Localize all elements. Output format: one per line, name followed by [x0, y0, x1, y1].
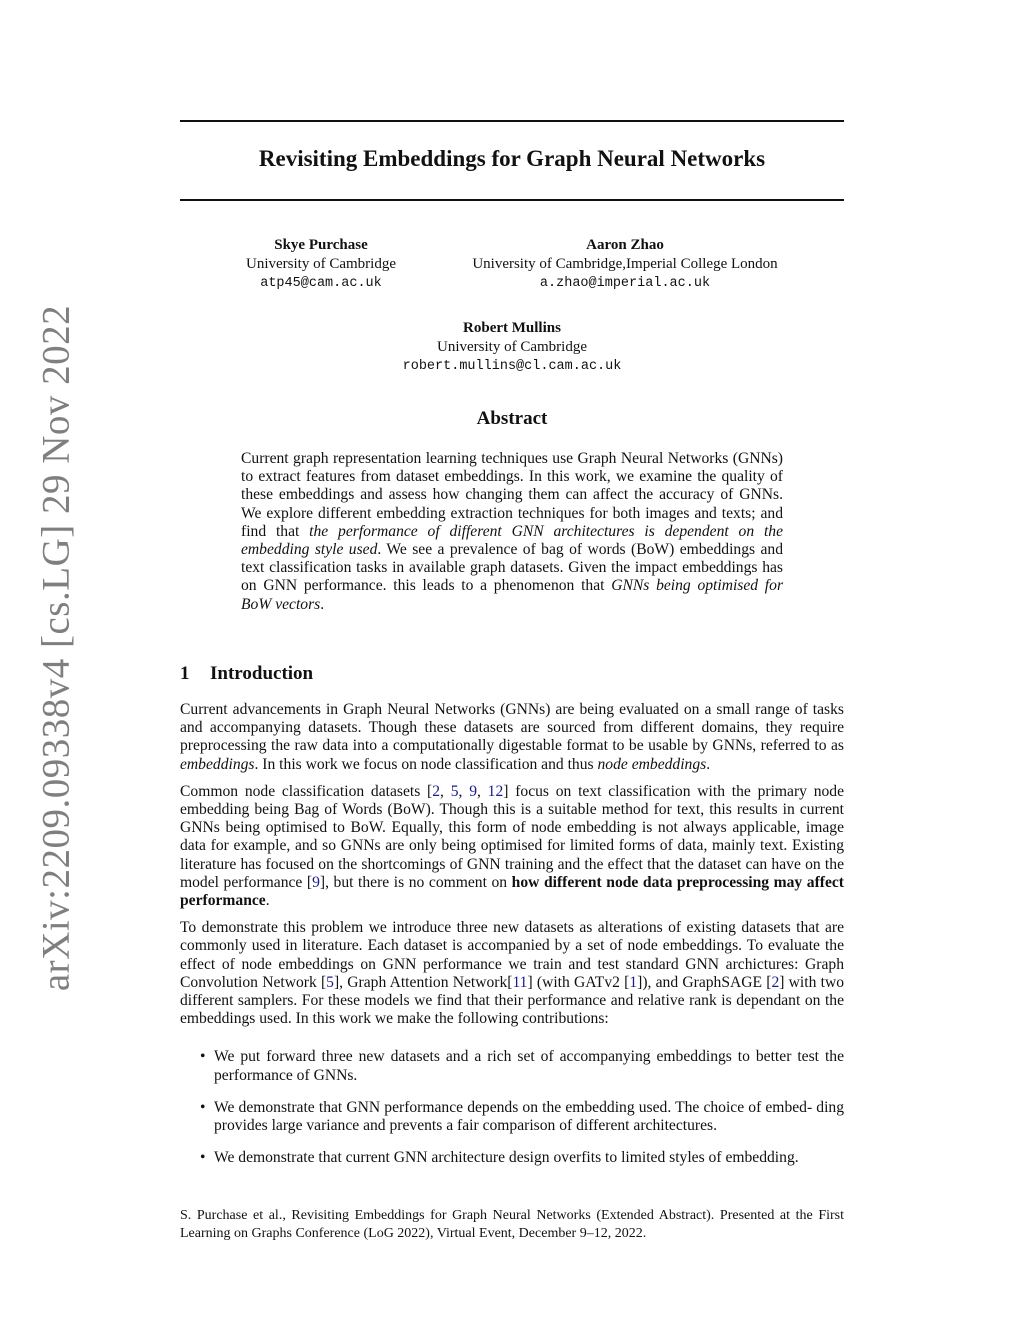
author-email[interactable]: atp45@cam.ac.uk — [260, 276, 382, 291]
abstract-heading: Abstract — [476, 408, 548, 429]
abstract-text: Current graph representation learning techniques use Graph Neural Networks (GNNs) to extract features from dataset embeddings. In this work, we examine the quality of these embeddings and assess how changing them can affect the accuracy of GNNs. We explore different embedding extraction techniques for both images and texts; and find that the performance of different GNN architectures is dependent on the embedding style used. We see a prevalence of bag of words (BoW) embeddings and text classification tasks in available graph datasets. Given the impact embeddings has on GNN performance. this leads to a phenomenon that GNNs being optimised for BoW vectors. — [241, 450, 784, 613]
citation-link[interactable]: 2 — [432, 782, 441, 800]
author-name: Robert Mullins — [463, 320, 561, 336]
citation-link[interactable]: 11 — [512, 973, 528, 991]
citation-link[interactable]: 1 — [629, 973, 638, 991]
title-bottom-rule — [180, 199, 844, 201]
author-email[interactable]: robert.mullins@cl.cam.ac.uk — [402, 359, 622, 374]
paragraph: Current advancements in Graph Neural Networks (GNNs) are being evaluated on a small range of tasks and accompanying datasets. Though these datasets are sourced from different domains, they require preprocessing the raw data into a computationally digestable format to be usable by GNNs, referred to as embeddings. In this work we focus on node classification and thus node embeddings. — [180, 701, 844, 773]
list-item: • We demonstrate that current GNN architecture design overfits to limited styles of embedding. — [180, 1149, 844, 1167]
footnote: S. Purchase et al., Revisiting Embeddings for Graph Neural Networks (Extended Abstract). Presented at the First Learning on Graphs Conference (LoG 2022), Virtual Event, December 9–12, 2022. — [180, 1208, 844, 1241]
author-block — [362, 319, 662, 376]
citation-link[interactable]: 5 — [450, 782, 459, 800]
author-affiliation: University of Cambridge — [437, 339, 587, 355]
title-top-rule — [180, 120, 844, 122]
introduction-body — [180, 701, 844, 1181]
author-block — [445, 236, 805, 293]
paragraph: Common node classification datasets [2, 5, 9, 12] focus on text classification with the primary node embedding being Bag of Words (BoW). Though this is a suitable method for text, this results in current GNNs being optimised to BoW. Equally, this form of node embedding is not always applicable, image data for example, and so GNNs are only being optimised for limited forms of data, mainly text. Existing literature has focused on the shortcomings of GNN training and the effect that the dataset can have on the model performance [9], but there is no comment on how different node data preprocessing may affect performance. — [180, 782, 845, 910]
author-affiliation: University of Cambridge — [246, 256, 396, 272]
section-number: 1 — [180, 663, 190, 684]
citation-link[interactable]: 9 — [469, 782, 477, 800]
list-item: • We put forward three new datasets and a rich set of accompanying embeddings to better test the performance of GNNs. — [180, 1048, 844, 1084]
paragraph: To demonstrate this problem we introduce three new datasets as alterations of existing datasets that are commonly used in literature. Each dataset is accompanied by a set of node embeddings. To evaluate the effect of node embeddings on GNN performance we train and test standard GNN archictures: Graph Convolution Network [5], Graph Attention Network[11] (with GATv2 [1]), and GraphSAGE [2] with two different samplers. For these models we find that their performance and relative rank is dependant on the embeddings used. In this work we make the following contributions: — [180, 919, 844, 1028]
author-block — [221, 236, 421, 293]
citation-link[interactable]: 9 — [312, 873, 320, 891]
section-title: Introduction — [210, 663, 314, 684]
paper-title: Revisiting Embeddings for Graph Neural Networks — [258, 146, 766, 171]
author-affiliation: University of Cambridge,Imperial College London — [472, 256, 778, 272]
arxiv-stamp-text: arXiv:2209.09338v4 [cs.LG] 29 Nov 2022 — [34, 304, 78, 992]
author-name: Skye Purchase — [274, 237, 368, 253]
author-name: Aaron Zhao — [586, 237, 664, 253]
list-item: • We demonstrate that GNN performance depends on the embedding used. The choice of embed- ding provides large variance and prevents a fair comparison of different architectures. — [180, 1099, 844, 1135]
contributions-list — [180, 1048, 844, 1167]
citation-link[interactable]: 5 — [326, 973, 334, 991]
citation-link[interactable]: 12 — [487, 782, 504, 800]
citation-link[interactable]: 2 — [771, 973, 780, 991]
author-email[interactable]: a.zhao@imperial.ac.uk — [539, 276, 711, 291]
section-heading — [180, 663, 313, 685]
